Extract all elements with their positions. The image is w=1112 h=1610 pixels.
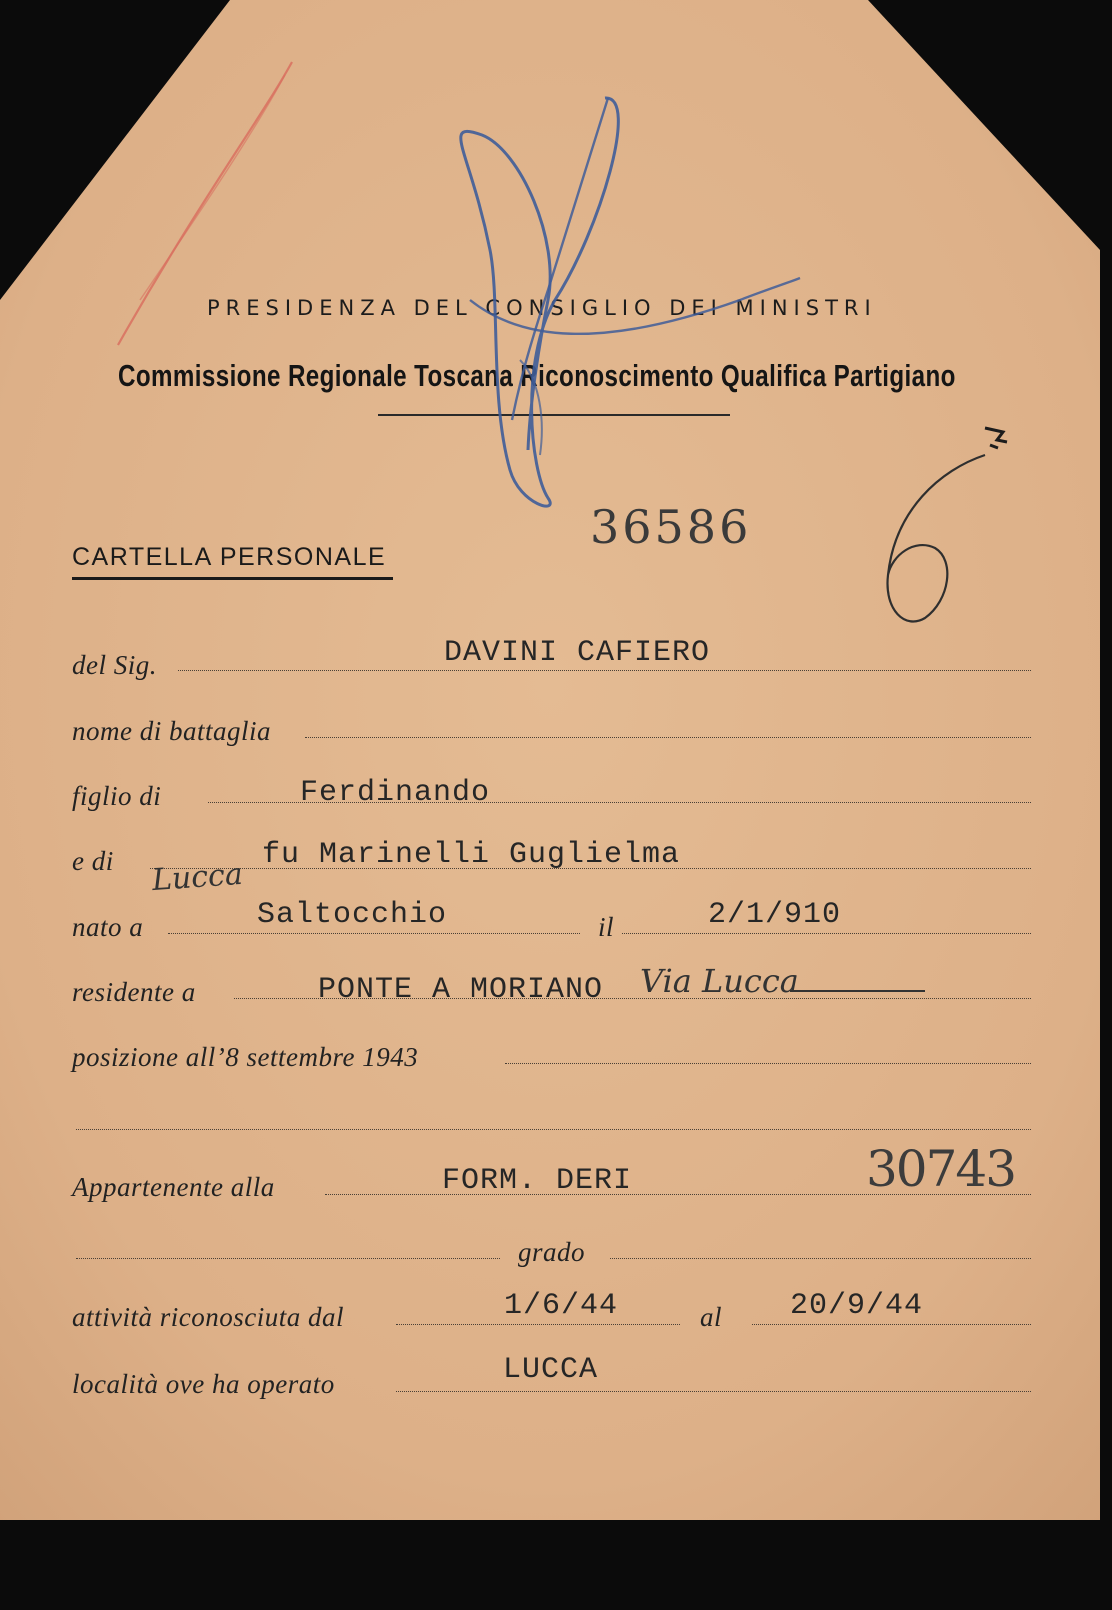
e-di-label: e di <box>72 846 114 876</box>
handwritten-address-stroke <box>790 990 925 992</box>
commission-heading: Commissione Regionale Toscana Riconoscimento Qualifica Partigiano <box>118 358 956 393</box>
del-sig-label: del Sig. <box>72 650 157 680</box>
nato-a-line <box>168 933 580 934</box>
nome-battaglia-label: nome di battaglia <box>72 716 271 746</box>
del-sig-value: DAVINI CAFIERO <box>444 636 711 670</box>
e-di-value: fu Marinelli Guglielma <box>262 838 681 872</box>
localita-label: località ove ha operato <box>72 1369 335 1399</box>
posizione-continuation-line <box>76 1129 1031 1130</box>
del-sig-line <box>178 670 1031 671</box>
al-line <box>752 1324 1031 1325</box>
card-title-underline <box>72 577 393 580</box>
ministry-heading: PRESIDENZA DEL CONSIGLIO DEI MINISTRI <box>207 296 877 320</box>
residente-a-label: residente a <box>72 977 196 1007</box>
figlio-di-value: Ferdinando <box>300 776 491 810</box>
grado-leading-line <box>76 1258 500 1259</box>
handwritten-formation-number: 30743 <box>866 1140 1016 1198</box>
appartenente-value: FORM. DERI <box>442 1164 633 1198</box>
posizione-label: posizione all’8 settembre 1943 <box>72 1042 419 1072</box>
attivita-value: 1/6/44 <box>504 1289 619 1323</box>
card-title: CARTELLA PERSONALE <box>72 543 387 571</box>
attivita-line <box>396 1324 680 1325</box>
handwritten-birthplace-correction: Lucca <box>150 856 244 899</box>
nome-battaglia-line <box>305 737 1031 738</box>
grado-line <box>610 1258 1031 1259</box>
il-value: 2/1/910 <box>708 898 842 932</box>
il-label: il <box>598 912 615 942</box>
file-number: 36586 <box>590 500 752 554</box>
nato-a-value: Saltocchio <box>257 898 448 932</box>
grado-label: grado <box>518 1237 586 1267</box>
localita-value: LUCCA <box>503 1353 599 1387</box>
appartenente-label: Appartenente alla <box>72 1172 275 1202</box>
figlio-di-label: figlio di <box>72 781 162 811</box>
handwritten-address-addition: Via Lucca <box>640 962 799 1000</box>
residente-a-value: PONTE A MORIANO <box>318 973 604 1007</box>
il-line <box>622 933 1031 934</box>
handwritten-six <box>0 0 1 1</box>
localita-line <box>396 1391 1031 1392</box>
al-label: al <box>700 1302 723 1332</box>
posizione-line <box>505 1063 1031 1064</box>
attivita-label: attività riconosciuta dal <box>72 1302 344 1332</box>
nato-a-label: nato a <box>72 912 144 942</box>
al-value: 20/9/44 <box>790 1289 924 1323</box>
